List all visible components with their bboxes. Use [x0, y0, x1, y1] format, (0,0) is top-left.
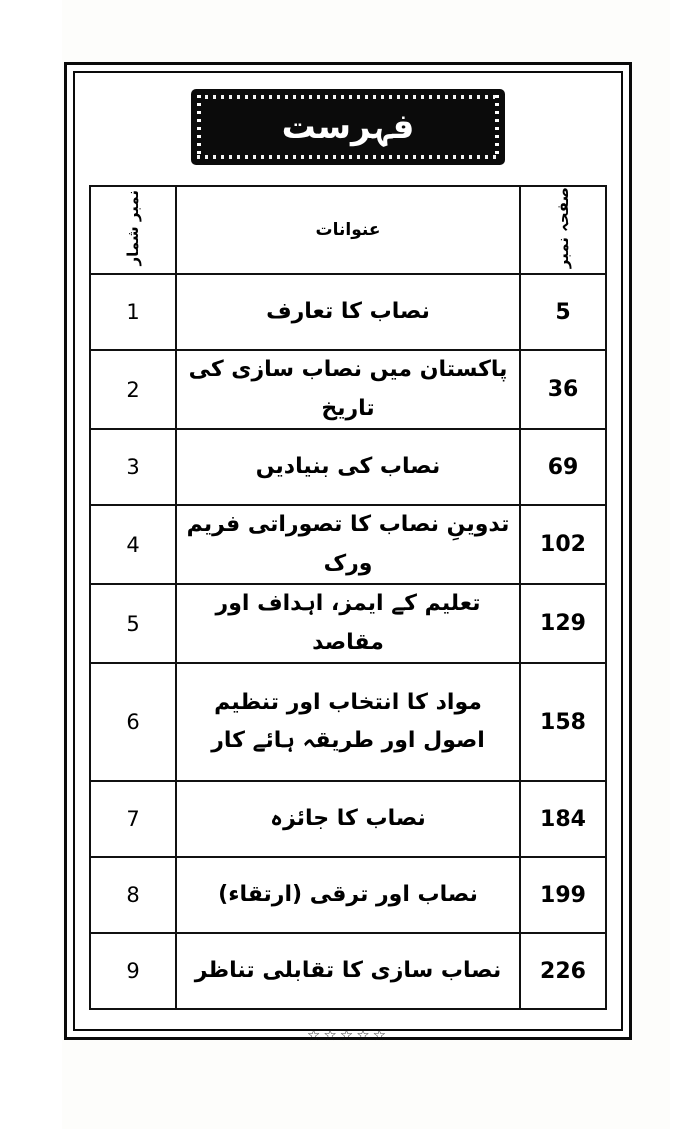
table-header-row [90, 186, 606, 274]
cell-page-number: 199 [520, 857, 606, 933]
cell-page-number: 158 [520, 663, 606, 781]
banner-left-edge-ornament [197, 95, 201, 159]
cell-page-number: 129 [520, 584, 606, 663]
title-banner [193, 91, 503, 163]
page-inner-border [73, 71, 623, 1045]
cell-serial-number: 8 [90, 857, 176, 933]
cell-serial-number: 6 [90, 663, 176, 781]
cell-chapter-title: تعلیم کے ایمز، اہداف اور مقاصد [176, 584, 520, 663]
cell-chapter-title: مواد کا انتخاب اور تنظیم اصول اور طریقہ ہائے کار [176, 663, 520, 781]
table-row [90, 933, 606, 1009]
cell-serial-number: 2 [90, 350, 176, 429]
cell-chapter-title: نصاب کا تعارف [176, 274, 520, 350]
cell-serial-number: 7 [90, 781, 176, 857]
cell-page-number: 5 [520, 274, 606, 350]
cell-serial-number: 3 [90, 429, 176, 505]
cell-page-number: 36 [520, 350, 606, 429]
cell-page-number: 102 [520, 505, 606, 584]
cell-chapter-title: نصاب کی بنیادیں [176, 429, 520, 505]
table-row [90, 857, 606, 933]
table-row [90, 663, 606, 781]
cell-chapter-title: تدوینِ نصاب کا تصوراتی فریم ورک [176, 505, 520, 584]
page-left-margin [0, 0, 62, 1129]
table-of-contents [89, 185, 607, 1010]
page-outer-border [64, 62, 632, 1045]
table-row [90, 781, 606, 857]
page-title: فہرست [281, 107, 415, 147]
table-row [90, 274, 606, 350]
table-row [90, 350, 606, 429]
footer-ornament: ☆☆☆☆☆ [306, 1026, 390, 1045]
title-banner-container [89, 91, 607, 163]
cell-chapter-title: نصاب اور ترقی (ارتقاء) [176, 857, 520, 933]
cell-serial-number: 4 [90, 505, 176, 584]
table-row [90, 505, 606, 584]
cell-serial-number: 5 [90, 584, 176, 663]
cell-serial-number: 1 [90, 274, 176, 350]
page-content [75, 73, 621, 1045]
cell-page-number: 226 [520, 933, 606, 1009]
cell-page-number: 184 [520, 781, 606, 857]
page-right-margin [670, 0, 700, 1129]
header-serial-number: نمبر شمار [90, 186, 176, 274]
cell-serial-number: 9 [90, 933, 176, 1009]
banner-right-edge-ornament [495, 95, 499, 159]
cell-page-number: 69 [520, 429, 606, 505]
cell-chapter-title: نصاب سازی کا تقابلی تناظر [176, 933, 520, 1009]
header-page-number: صفحہ نمبر [520, 186, 606, 274]
cell-chapter-title: نصاب کا جائزہ [176, 781, 520, 857]
header-subject: عنوانات [176, 186, 520, 274]
cell-chapter-subtitle: اصول اور طریقہ ہائے کار [211, 728, 485, 754]
table-row [90, 429, 606, 505]
table-row [90, 584, 606, 663]
cell-chapter-title: پاکستان میں نصاب سازی کی تاریخ [176, 350, 520, 429]
